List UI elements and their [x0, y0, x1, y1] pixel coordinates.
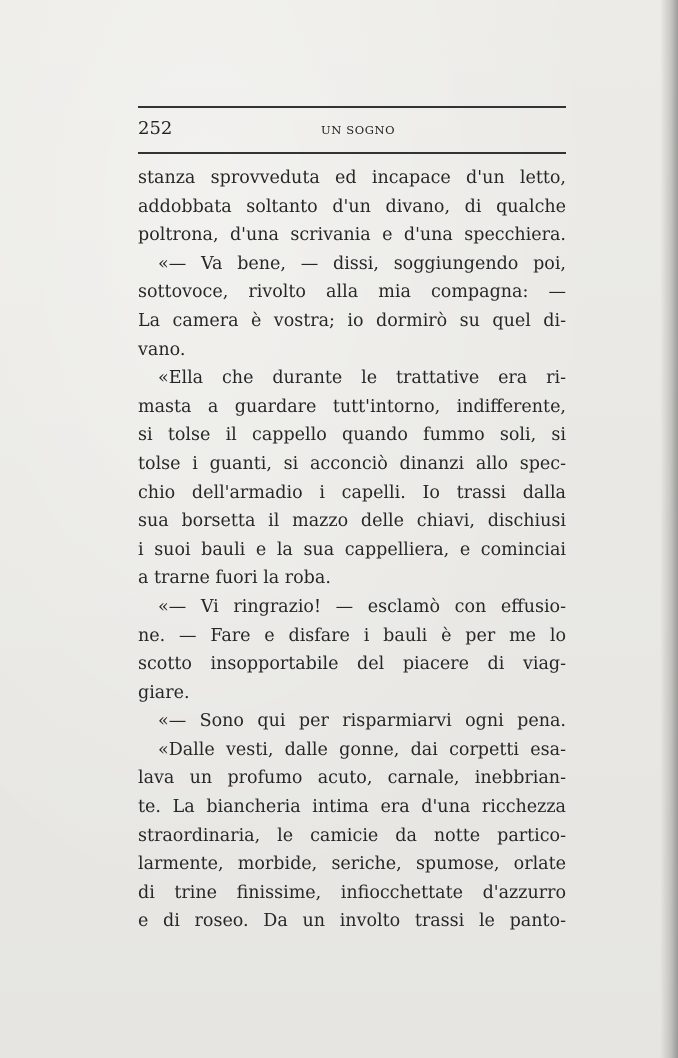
text-line: chio dell'armadio i capelli. Io trassi dalla [138, 482, 566, 503]
text-line: stanza sprovveduta ed incapace d'un letto, [138, 168, 566, 188]
text-line: «Dalle vesti, dalle gonne, dai corpetti esa- [158, 739, 566, 760]
text-line: sua borsetta il mazzo delle chiavi, dischiusi [138, 511, 566, 532]
text-line: lava un profumo acuto, carnale, inebbrian- [138, 768, 566, 789]
header-rule-bottom [138, 152, 566, 154]
text-line: «— Va bene, — dissi, soggiungendo poi, [158, 253, 566, 274]
text-line: addobbata soltanto d'un divano, di qualche [138, 196, 566, 217]
text-line: straordinaria, le camicie da notte partico- [138, 825, 566, 846]
text-line: e di roseo. Da un involto trassi le panto- [138, 911, 566, 932]
text-line: poltrona, d'una scrivania e d'una specchiera. [138, 225, 566, 246]
running-head [138, 118, 566, 142]
text-line: «— Vi ringrazio! — esclamò con effusio- [158, 596, 566, 617]
text-line: tolse i guanti, si acconciò dinanzi allo spec- [138, 453, 566, 474]
text-line: giare. [138, 682, 190, 703]
text-line: te. La biancheria intima era d'una ricchezza [138, 797, 566, 818]
page-edge-shadow [660, 0, 678, 1058]
body-text [138, 164, 566, 936]
text-line: masta a guardare tutt'intorno, indifferente, [138, 396, 566, 417]
header-rule-top [138, 106, 566, 108]
text-line: scotto insopportabile del piacere di viag- [138, 654, 566, 675]
text-line: «Ella che durante le trattative era ri- [158, 368, 566, 389]
text-line: La camera è vostra; io dormirò su quel di- [138, 310, 566, 331]
text-line: «— Sono qui per risparmiarvi ogni pena. [158, 711, 566, 732]
text-line: ne. — Fare e disfare i bauli è per me lo [138, 625, 566, 646]
text-line: larmente, morbide, seriche, spumose, orlate [138, 854, 566, 875]
text-line: vano. [138, 339, 186, 360]
running-title: UN SOGNO [321, 123, 396, 137]
text-line: a trarne fuori la roba. [138, 568, 331, 589]
text-line: si tolse il cappello quando fummo soli, si [138, 425, 566, 446]
text-line: di trine finissime, infiocchettate d'azzurro [138, 882, 566, 903]
page-number: 252 [138, 118, 173, 139]
text-line: sottovoce, rivolto alla mia compagna: — [138, 282, 566, 303]
text-line: i suoi bauli e la sua cappelliera, e cominciai [138, 539, 566, 560]
